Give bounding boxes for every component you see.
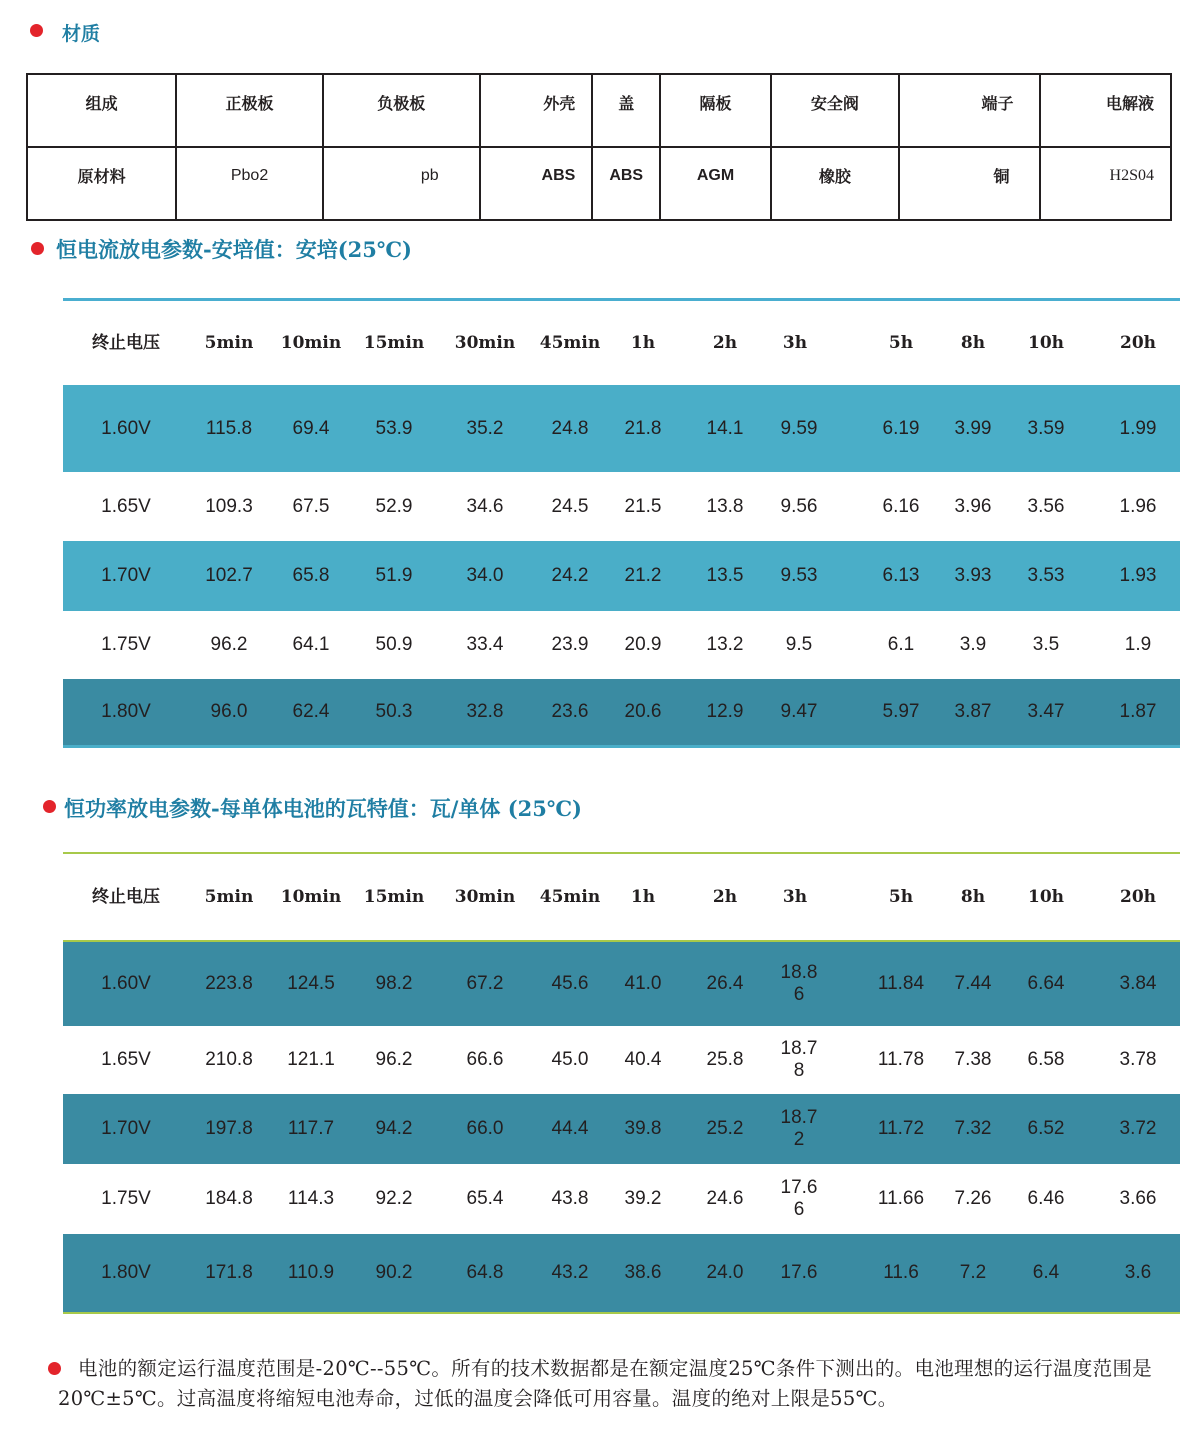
table-cell: 34.0 xyxy=(466,565,504,586)
table-cell: 92.2 xyxy=(375,1188,413,1209)
table-cell: 23.6 xyxy=(551,701,589,722)
column-header: 15min xyxy=(363,333,425,353)
bullet-icon xyxy=(30,24,43,37)
column-header: 终止电压 xyxy=(92,333,160,353)
table-cell: 24.5 xyxy=(551,495,589,517)
column-header: 2h xyxy=(712,333,738,353)
column-header: 15min xyxy=(363,887,425,907)
table-cell: 223.8 xyxy=(205,973,253,994)
table-cell: 25.8 xyxy=(706,1049,744,1070)
row-label: 1.75V xyxy=(101,634,151,655)
table-cell: 6.1 xyxy=(887,634,915,655)
table-cell: 3.84 xyxy=(1119,973,1157,994)
table-cell: 13.8 xyxy=(706,495,744,517)
column-header: 20h xyxy=(1119,887,1157,907)
table-cell: 6.19 xyxy=(882,417,920,439)
table-cell: 24.8 xyxy=(551,417,589,439)
table-cell: 3.59 xyxy=(1027,417,1065,439)
table-cell: 65.4 xyxy=(466,1188,504,1209)
table-cell: 43.2 xyxy=(551,1262,589,1283)
table-cell: pb xyxy=(323,147,480,220)
table-row xyxy=(63,611,1180,679)
table-row xyxy=(63,1094,1180,1164)
table-cell: 铜 xyxy=(899,147,1041,220)
table-cell: 34.6 xyxy=(466,495,504,517)
table-cell: ABS xyxy=(592,147,660,220)
column-header: 5min xyxy=(204,333,254,353)
column-header: 5min xyxy=(204,887,254,907)
table-cell: 39.2 xyxy=(624,1188,662,1209)
bullet-icon xyxy=(31,242,44,255)
table-cell: 50.3 xyxy=(375,701,413,722)
power-title: 恒功率放电参数-每单体电池的瓦特值：瓦/单体 (25℃) xyxy=(64,796,582,821)
table-cell: 18.78 xyxy=(780,1038,818,1081)
table-cell: 18.72 xyxy=(780,1107,818,1150)
table-cell: 橡胶 xyxy=(771,147,899,220)
table-cell: 67.2 xyxy=(466,973,504,994)
table-cell: 109.3 xyxy=(205,495,253,517)
table-cell: 96.2 xyxy=(375,1049,413,1070)
table-cell: 1.93 xyxy=(1119,565,1157,586)
table-cell: 6.46 xyxy=(1027,1188,1065,1209)
table-cell: 64.1 xyxy=(292,634,330,655)
table-cell: 外壳 xyxy=(480,74,593,147)
table-cell: Pbo2 xyxy=(176,147,323,220)
table-cell: 66.6 xyxy=(466,1049,504,1070)
temperature-footnote xyxy=(58,1354,1168,1414)
table-cell: 7.26 xyxy=(954,1188,992,1209)
table-cell: H2S04 xyxy=(1040,147,1171,220)
table-row xyxy=(63,541,1180,611)
current-title: 恒电流放电参数-安培值：安培(25℃) xyxy=(56,237,412,262)
table-cell: 65.8 xyxy=(292,565,330,586)
table-cell: 23.9 xyxy=(551,634,589,655)
table-cell: AGM xyxy=(660,147,771,220)
table-cell: 3.72 xyxy=(1119,1118,1157,1139)
table-cell: 67.5 xyxy=(292,495,330,517)
table-cell: 98.2 xyxy=(375,973,413,994)
column-header: 8h xyxy=(960,887,986,907)
table-cell: 组成 xyxy=(27,74,176,147)
table-cell: 124.5 xyxy=(287,973,335,994)
table-cell: 6.64 xyxy=(1027,973,1065,994)
column-header: 3h xyxy=(782,887,808,907)
table-cell: 6.16 xyxy=(882,495,920,517)
table-cell: 安全阀 xyxy=(771,74,899,147)
column-header: 10min xyxy=(280,333,342,353)
table-cell: ABS xyxy=(480,147,593,220)
table-cell: 6.13 xyxy=(882,565,920,586)
table-cell: 51.9 xyxy=(375,565,413,586)
table-cell: 17.66 xyxy=(780,1177,818,1220)
column-header: 10min xyxy=(280,887,342,907)
table-cell: 3.6 xyxy=(1124,1262,1152,1283)
table-cell: 117.7 xyxy=(287,1118,335,1139)
table-cell: 20.9 xyxy=(624,634,662,655)
table-cell: 32.8 xyxy=(466,701,504,722)
table-cell: 7.32 xyxy=(954,1118,992,1139)
table-cell: 1.87 xyxy=(1119,701,1157,722)
table-cell: 11.66 xyxy=(877,1188,925,1209)
row-label: 1.70V xyxy=(101,1118,151,1139)
table-cell: 44.4 xyxy=(551,1118,589,1139)
table-cell: 45.0 xyxy=(551,1049,589,1070)
table-cell: 9.53 xyxy=(780,565,818,586)
footnote-text: 电池的额定运行温度范围是-20℃--55℃。所有的技术数据都是在额定温度25℃条件下测出的。电池理想的运行温度范围是20℃±5℃。过高温度将缩短电池寿命，过低的温度会降低可用容量。温度的绝对上限是55℃。 xyxy=(58,1357,1153,1410)
table-row xyxy=(63,940,1180,1026)
row-label: 1.60V xyxy=(101,417,151,439)
table-cell: 110.9 xyxy=(287,1262,335,1283)
table-cell: 21.5 xyxy=(624,495,662,517)
table-cell: 7.2 xyxy=(959,1262,987,1283)
table-cell: 33.4 xyxy=(466,634,504,655)
column-header: 8h xyxy=(960,333,986,353)
table-cell: 90.2 xyxy=(375,1262,413,1283)
table-cell: 3.78 xyxy=(1119,1049,1157,1070)
table-cell: 5.97 xyxy=(882,701,920,722)
table-cell: 20.6 xyxy=(624,701,662,722)
row-label: 1.65V xyxy=(101,495,151,517)
table-cell: 11.84 xyxy=(877,973,925,994)
row-label: 1.80V xyxy=(101,701,151,722)
table-cell: 负极板 xyxy=(323,74,480,147)
table-cell: 96.2 xyxy=(210,634,248,655)
power-discharge-table xyxy=(63,854,1180,1316)
table-cell: 11.6 xyxy=(883,1262,919,1283)
table-row xyxy=(63,1234,1180,1314)
table-cell: 210.8 xyxy=(205,1049,253,1070)
row-label: 1.75V xyxy=(101,1188,151,1209)
table-cell: 17.6 xyxy=(780,1262,818,1283)
column-header: 5h xyxy=(888,333,914,353)
table-cell: 13.2 xyxy=(706,634,744,655)
table-cell: 50.9 xyxy=(375,634,413,655)
table-cell: 24.2 xyxy=(551,565,589,586)
table-row xyxy=(63,385,1180,472)
bullet-icon xyxy=(43,800,56,813)
column-header: 45min xyxy=(539,333,601,353)
table-cell: 14.1 xyxy=(706,417,744,439)
table-cell: 1.9 xyxy=(1124,634,1152,655)
table-cell: 184.8 xyxy=(205,1188,253,1209)
table-cell: 1.99 xyxy=(1119,417,1157,439)
table-cell: 9.59 xyxy=(780,417,818,439)
table-cell: 45.6 xyxy=(551,973,589,994)
table-cell: 3.87 xyxy=(954,701,992,722)
table-header-row xyxy=(63,301,1180,385)
column-header: 1h xyxy=(630,887,656,907)
table-cell: 13.5 xyxy=(706,565,744,586)
table-cell: 3.99 xyxy=(954,417,992,439)
column-header: 终止电压 xyxy=(92,887,160,907)
table-cell: 197.8 xyxy=(205,1118,253,1139)
table-cell: 53.9 xyxy=(375,417,413,439)
table-cell: 69.4 xyxy=(292,417,330,439)
table-cell: 40.4 xyxy=(624,1049,662,1070)
column-header: 30min xyxy=(454,887,516,907)
table-cell: 3.93 xyxy=(954,565,992,586)
table-cell: 3.96 xyxy=(954,495,992,517)
table-cell: 3.56 xyxy=(1027,495,1065,517)
table-cell: 25.2 xyxy=(706,1118,744,1139)
column-header: 3h xyxy=(782,333,808,353)
materials-table xyxy=(26,73,1172,221)
table-cell: 21.2 xyxy=(624,565,662,586)
column-header: 20h xyxy=(1119,333,1157,353)
table-cell: 6.4 xyxy=(1032,1262,1060,1283)
column-header: 45min xyxy=(539,887,601,907)
table-cell: 9.56 xyxy=(780,495,818,517)
table-cell: 3.5 xyxy=(1032,634,1060,655)
table-cell: 115.8 xyxy=(205,417,253,439)
table-cell: 62.4 xyxy=(292,701,330,722)
column-header: 10h xyxy=(1027,887,1065,907)
column-header: 30min xyxy=(454,333,516,353)
materials-header-row xyxy=(27,74,1171,147)
table-cell: 96.0 xyxy=(210,701,248,722)
table-cell: 121.1 xyxy=(287,1049,335,1070)
table-cell: 39.8 xyxy=(624,1118,662,1139)
table-cell: 7.44 xyxy=(954,973,992,994)
table-cell: 11.78 xyxy=(877,1049,925,1070)
table-cell: 电解液 xyxy=(1040,74,1171,147)
row-label: 1.70V xyxy=(101,565,151,586)
row-label: 1.60V xyxy=(101,973,151,994)
table-cell: 端子 xyxy=(899,74,1041,147)
table-cell: 64.8 xyxy=(466,1262,504,1283)
table-cell: 171.8 xyxy=(205,1262,253,1283)
table-cell: 9.47 xyxy=(780,701,818,722)
table-cell: 盖 xyxy=(592,74,660,147)
table-cell: 3.53 xyxy=(1027,565,1065,586)
table-cell: 41.0 xyxy=(624,973,662,994)
table-cell: 21.8 xyxy=(624,417,662,439)
table-row xyxy=(63,679,1180,748)
table-cell: 原材料 xyxy=(27,147,176,220)
table-cell: 3.47 xyxy=(1027,701,1065,722)
table-cell: 正极板 xyxy=(176,74,323,147)
table-cell: 6.52 xyxy=(1027,1118,1065,1139)
table-cell: 24.6 xyxy=(706,1188,744,1209)
materials-data-row xyxy=(27,147,1171,220)
table-cell: 6.58 xyxy=(1027,1049,1065,1070)
table-cell: 35.2 xyxy=(466,417,504,439)
table-row xyxy=(63,472,1180,541)
table-cell: 38.6 xyxy=(624,1262,662,1283)
table-cell: 1.96 xyxy=(1119,495,1157,517)
table-header-row xyxy=(63,854,1180,940)
table-cell: 3.66 xyxy=(1119,1188,1157,1209)
table-cell: 7.38 xyxy=(954,1049,992,1070)
table-cell: 52.9 xyxy=(375,495,413,517)
table-row xyxy=(63,1026,1180,1094)
table-cell: 102.7 xyxy=(205,565,253,586)
column-header: 5h xyxy=(888,887,914,907)
row-label: 1.65V xyxy=(101,1049,151,1070)
column-header: 1h xyxy=(630,333,656,353)
table-cell: 9.5 xyxy=(785,634,813,655)
table-row xyxy=(63,1164,1180,1234)
table-cell: 隔板 xyxy=(660,74,771,147)
table-cell: 24.0 xyxy=(706,1262,744,1283)
table-cell: 3.9 xyxy=(959,634,987,655)
materials-title: 材质 xyxy=(62,23,101,45)
table-cell: 26.4 xyxy=(706,973,744,994)
table-cell: 114.3 xyxy=(287,1188,335,1209)
table-cell: 18.86 xyxy=(780,962,818,1005)
column-header: 10h xyxy=(1027,333,1065,353)
table-cell: 43.8 xyxy=(551,1188,589,1209)
table-cell: 12.9 xyxy=(706,701,744,722)
row-label: 1.80V xyxy=(101,1262,151,1283)
table-cell: 66.0 xyxy=(466,1118,504,1139)
current-discharge-table xyxy=(63,301,1180,748)
column-header: 2h xyxy=(712,887,738,907)
table-cell: 11.72 xyxy=(877,1118,925,1139)
table-cell: 94.2 xyxy=(375,1118,413,1139)
